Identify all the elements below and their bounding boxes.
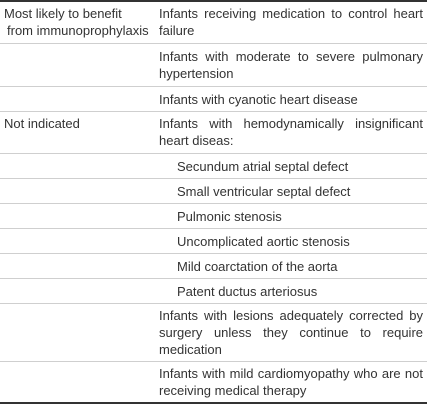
table-row (0, 44, 427, 87)
list-item: Infants with hemodynamically insignificant heart diseas: (159, 116, 423, 148)
group-label-line: Most likely to benefit (4, 6, 122, 21)
sub-list-item: Patent ductus arteriosus (177, 284, 318, 299)
list-item: Infants receiving medication to control heart failure (159, 6, 423, 38)
sub-list-item: Small ventricular septal defect (177, 184, 351, 199)
table-row (0, 204, 427, 229)
table-bottom-rule (0, 402, 427, 404)
group-label-line: from immunoprophylaxis (7, 23, 149, 38)
table-row (0, 112, 427, 154)
list-item: Infants with lesions adequately corrected by surgery unless they continue to require medication (159, 308, 423, 357)
sub-list-item: Uncomplicated aortic stenosis (177, 234, 350, 249)
table-row (0, 254, 427, 279)
sub-list-item: Secundum atrial septal defect (177, 159, 349, 174)
sub-list-item: Pulmonic stenosis (177, 209, 282, 224)
list-item: Infants with mild cardiomyopathy who are not receiving medical therapy (159, 366, 423, 398)
table-row (0, 229, 427, 254)
list-item: Infants with moderate to severe pulmonary hypertension (159, 49, 423, 81)
table-row (0, 87, 427, 112)
group-label-not-indicated: Not indicated (4, 116, 80, 131)
sub-list-item: Mild coarctation of the aorta (177, 259, 338, 274)
table-row (0, 179, 427, 204)
group-label-most-likely (4, 5, 154, 39)
table-row (0, 154, 427, 179)
table-row (0, 279, 427, 304)
table-row (0, 304, 427, 362)
list-item: Infants with cyanotic heart disease (159, 92, 358, 107)
table-row (0, 2, 427, 44)
table-row (0, 362, 427, 402)
